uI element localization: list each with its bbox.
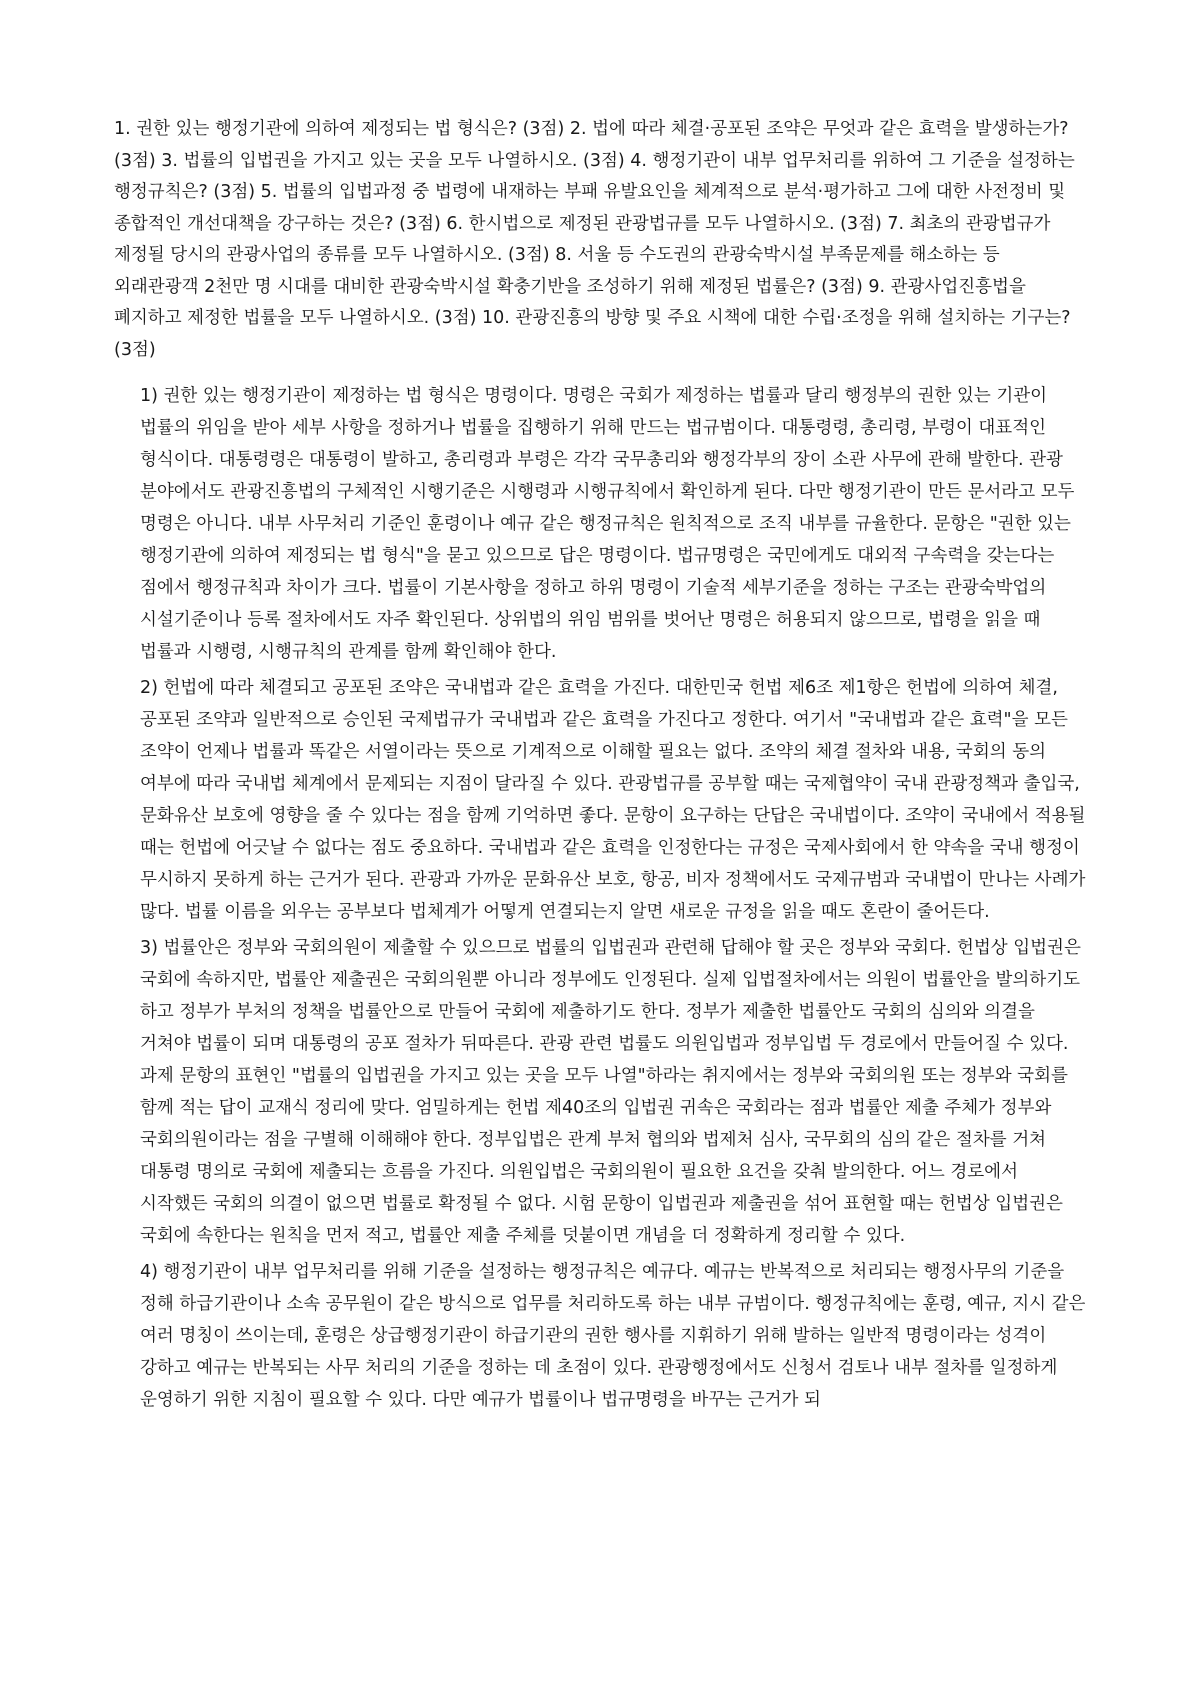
answer-4: 4) 행정기관이 내부 업무처리를 위해 기준을 설정하는 행정규칙은 예규다. 예규는 반복적으로 처리되는 행정사무의 기준을 정해 하급기관이나 소속 공무원이 같은 방식으로 업무를 처리하도록 하는 내부 규범이다. 행정규칙에는 훈령, 예규, 지시 같은 여러 명칭이 쓰이는데, 훈령은 상급행정기관이 하급기관의 권한 행사를 지휘하기 위해 발하는 일반적 명령이라는 성격이 강하고 예규는 반복되는 사무 처리의 기준을 정하는 데 초점이 있다. 관광행정에서도 신청서 검토나 내부 절차를 일정하게 운영하기 위한 지침이 필요할 수 있다. 다만 예규가 법률이나 법규명령을 바꾸는 근거가 되	[140, 1262, 1086, 1410]
answer-3: 3) 법률안은 정부와 국회의원이 제출할 수 있으므로 법률의 입법권과 관련해 답해야 할 곳은 정부와 국회다. 헌법상 입법권은 국회에 속하지만, 법률안 제출권은 국회의원뿐 아니라 정부에도 인정된다. 실제 입법절차에서는 의원이 법률안을 발의하기도 하고 정부가 부처의 정책을 법률안으로 만들어 국회에 제출하기도 한다. 정부가 제출한 법률안도 국회의 심의와 의결을 거쳐야 법률이 되며 대통령의 공포 절차가 뒤따른다. 관광 관련 법률도 의원입법과 정부입법 두 경로에서 만들어질 수 있다. 과제 문항의 표현인 "법률의 입법권을 가지고 있는 곳을 모두 나열"하라는 취지에서는 정부와 국회의원 또는 정부와 국회를 함께 적는 답이 교재식 정리에 맞다. 엄밀하게는 헌법 제40조의 입법권 귀속은 국회라는 점과 법률안 제출 주체가 정부와 국회의원이라는 점을 구별해 이해해야 한다. 정부입법은 관계 부처 협의와 법제처 심사, 국무회의 심의 같은 절차를 거쳐 대통령 명의로 국회에 제출되는 흐름을 가진다. 의원입법은 국회의원이 필요한 요건을 갖춰 발의한다. 어느 경로에서 시작했든 국회의 의결이 없으면 법률로 확정될 수 없다. 시험 문항이 입법권과 제출권을 섞어 표현할 때는 헌법상 입법권은 국회에 속한다는 원칙을 먼저 적고, 법률안 제출 주체를 덧붙이면 개념을 더 정확하게 정리할 수 있다.	[140, 938, 1081, 1246]
question-paragraph: 1. 권한 있는 행정기관에 의하여 제정되는 법 형식은? (3점) 2. 법에 따라 체결·공포된 조약은 무엇과 같은 효력을 발생하는가? (3점) 3. 법률의 입법권을 가지고 있는 곳을 모두 나열하시오. (3점) 4. 행정기관이 내부 업무처리를 위하여 그 기준을 설정하는 행정규칙은? (3점) 5. 법률의 입법과정 중 법령에 내재하는 부패 유발요인을 체계적으로 분석·평가하고 그에 대한 사전정비 및 종합적인 개선대책을 강구하는 것은? (3점) 6. 한시법으로 제정된 관광법규를 모두 나열하시오. (3점) 7. 최초의 관광법규가 제정될 당시의 관광사업의 종류를 모두 나열하시오. (3점) 8. 서울 등 수도권의 관광숙박시설 부족문제를 해소하는 등 외래관광객 2천만 명 시대를 대비한 관광숙박시설 확충기반을 조성하기 위해 제정된 법률은? (3점) 9. 관광사업진흥법을 폐지하고 제정한 법률을 모두 나열하시오. (3점) 10. 관광진흥의 방향 및 주요 시책에 대한 수립·조정을 위해 설치하는 기구는? (3점)	[114, 119, 1075, 360]
answer-2: 2) 헌법에 따라 체결되고 공포된 조약은 국내법과 같은 효력을 가진다. 대한민국 헌법 제6조 제1항은 헌법에 의하여 체결, 공포된 조약과 일반적으로 승인된 국제법규가 국내법과 같은 효력을 가진다고 정한다. 여기서 "국내법과 같은 효력"을 모든 조약이 언제나 법률과 똑같은 서열이라는 뜻으로 기계적으로 이해할 필요는 없다. 조약의 체결 절차와 내용, 국회의 동의 여부에 따라 국내법 체계에서 문제되는 지점이 달라질 수 있다. 관광법규를 공부할 때는 국제협약이 국내 관광정책과 출입국, 문화유산 보호에 영향을 줄 수 있다는 점을 함께 기억하면 좋다. 문항이 요구하는 단답은 국내법이다. 조약이 국내에서 적용될 때는 헌법에 어긋날 수 없다는 점도 중요하다. 국내법과 같은 효력을 인정한다는 규정은 국제사회에서 한 약속을 국내 행정이 무시하지 못하게 하는 근거가 된다. 관광과 가까운 문화유산 보호, 항공, 비자 정책에서도 국제규범과 국내법이 만나는 사례가 많다. 법률 이름을 외우는 공부보다 법체계가 어떻게 연결되는지 알면 새로운 규정을 읽을 때도 혼란이 줄어든다.	[140, 678, 1086, 922]
answer-1: 1) 권한 있는 행정기관이 제정하는 법 형식은 명령이다. 명령은 국회가 제정하는 법률과 달리 행정부의 권한 있는 기관이 법률의 위임을 받아 세부 사항을 정하거나 법률을 집행하기 위해 만드는 법규범이다. 대통령령, 총리령, 부령이 대표적인 형식이다. 대통령령은 대통령이 발하고, 총리령과 부령은 각각 국무총리와 행정각부의 장이 소관 사무에 관해 발한다. 관광 분야에서도 관광진흥법의 구체적인 시행기준은 시행령과 시행규칙에서 확인하게 된다. 다만 행정기관이 만든 문서라고 모두 명령은 아니다. 내부 사무처리 기준인 훈령이나 예규 같은 행정규칙은 원칙적으로 조직 내부를 규율한다. 문항은 "권한 있는 행정기관에 의하여 제정되는 법 형식"을 묻고 있으므로 답은 명령이다. 법규명령은 국민에게도 대외적 구속력을 갖는다는 점에서 행정규칙과 차이가 크다. 법률이 기본사항을 정하고 하위 명령이 기술적 세부기준을 정하는 구조는 관광숙박업의 시설기준이나 등록 절차에서도 자주 확인된다. 상위법의 위임 범위를 벗어난 명령은 허용되지 않으므로, 법령을 읽을 때 법률과 시행령, 시행규칙의 관계를 함께 확인해야 한다.	[140, 386, 1075, 662]
answer-list	[114, 380, 1086, 1416]
